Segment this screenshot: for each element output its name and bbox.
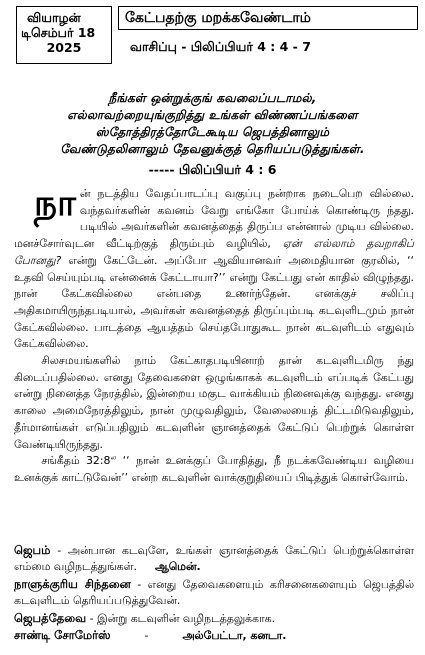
prayer bbox=[14, 542, 414, 576]
paragraph-3-sup: ல bbox=[110, 453, 117, 462]
need-text: - இன்று கடவுளின் வழிநடத்தலுக்காக. bbox=[86, 611, 276, 625]
date-box bbox=[16, 6, 112, 64]
date-year: 2025 bbox=[46, 40, 82, 55]
amen: ஆமென். bbox=[154, 560, 201, 574]
thought-label: நாளுக்குரிய சிந்தனை bbox=[14, 576, 131, 591]
verse-reference: ----- பிலிப்பியர் 4 : 6 bbox=[148, 162, 277, 177]
key-verse-line: எல்லாவற்றையுங்குறித்து உங்கள் விண்ணப்பங்களை bbox=[67, 108, 358, 122]
paragraph-1 bbox=[14, 183, 414, 353]
date-month-day: டிசெம்பர் 18 bbox=[21, 25, 96, 40]
key-verse bbox=[10, 90, 415, 158]
paragraph-2 bbox=[14, 353, 414, 453]
thought-text: - எனது தேவைகளையும் கரிசனைகளையும் ஜெபத்தில் கடவுளிடம் தெரியப்படுத்துவேன். bbox=[14, 577, 414, 608]
paragraph-3-text: ‘‘ நான் உனக்குப் போதித்து, நீ நடக்கவேண்டிய வழியை உனக்குக் காட்டுவேன்’’ என்ற கடவுளின் வாக்குறுதியைப் பிடித்துக் கொள்வோம். bbox=[14, 454, 415, 484]
scripture-reading: வாசிப்பு - பிலிப்பியர் 4 : 4 - 7 bbox=[130, 39, 311, 54]
page-title: கேட்பதற்கு மறக்கவேண்டாம் bbox=[118, 6, 418, 30]
paragraph-2-text: சிலசமயங்களில் நாம் கேட்காதபடியினாற் தான் கடவுளிடமிரு ந்து கிடைப்பதில்லை. எனது தேவைகளை ஒழுங்காகக் கடவுளிடம் எப்படிக் கேட்பது என்று நினைத்த நேரத்தில், இன்றைய மகுட வாக்கியம் நினைவுக்கு வந்தது. எனது காலை அமைநேரத்திலும், நான் முழுவதிலும், வேலையைத் திட்டமிடுவதிலும், தீர்மானங்கள் எடுப்பதிலும் கடவுளின் ஞானத்தைக் கேட்டுப் பெற்றுக் கொள்ள வேண்டியிருந்தது. bbox=[14, 354, 414, 451]
daily-thought bbox=[14, 576, 414, 610]
author: சாண்டி சோமேர்ஸ் - அல்பேட்டா, கனடா. bbox=[14, 628, 287, 643]
prayer-need bbox=[14, 610, 414, 627]
paragraph-1-text-b: என்று கேட்டேன். அப்போ ஆவியானவர் அமைதியான குரலில், ‘‘ உதவி செய்யும்படி என்னைக் கேட்டாயா?’’ என்று கேட்பது என் காதில் விழுந்தது. நான் கேட்கவில்லை என்பதை உணர்ந்தேன். எனக்குச் சலிப்பு அதிகமாயிருந்தபடியால், அவர்கள் கவனத்தைத் திருப்பும்படி கடவுளிடமும் நான் கேட்கவில்லை. பாடத்தை ஆயத்தம் செய்தபோதுகூட நான் கடவுளிடம் எதுவும் கேட்கவில்லை. bbox=[14, 253, 414, 351]
devotional-body bbox=[14, 183, 415, 487]
date-day: வியாழன் bbox=[27, 10, 81, 25]
author-place: அல்பேட்டா, கனடா. bbox=[182, 629, 287, 643]
key-verse-line: நீங்கள் ஒன்றுக்குங் கவலைப்படாமல், bbox=[108, 91, 317, 105]
drop-cap: நா bbox=[34, 183, 76, 224]
paragraph-3-ref: சங்கீதம் 32:8 bbox=[41, 454, 111, 468]
closing-section bbox=[14, 542, 414, 644]
paragraph-3 bbox=[14, 453, 414, 486]
paragraph-1-text-a: ன் நடத்திய வேதப்பாடப்பு வகுப்பு நன்றாக நடைபெற வில்லை. வந்தவர்களின் கவனம் வேறு எங்கோ போய்க் கொண்டிரு ந்தது. படியில் அவர்களின் கவனத்தைத் திருப்ப என்னால் முடிய வில்லை. மனச்சோர்வுடன வீட்டிற்குத் திரும்பும் வழியில், bbox=[14, 187, 414, 251]
paragraph-1-question: ஏன் எல்லாம் தவறாகிப் போனது? bbox=[14, 237, 414, 267]
need-label: ஜெபத்தேவை bbox=[14, 610, 87, 625]
author-name: சாண்டி சோமேர்ஸ் bbox=[14, 628, 111, 643]
key-verse-line: ஸ்தோத்திரத்தோடேகூடிய ஜெபத்தினாலும் bbox=[95, 125, 330, 139]
prayer-label: ஜெபம் bbox=[14, 543, 51, 557]
prayer-text: - அன்பான கடவுளே, உங்கள் ஞானத்தைக் கேட்டுப் பெற்றுக்கொள்ள எம்மை வழிநடத்துங்கள். bbox=[14, 544, 414, 574]
key-verse-line: வேண்டுதலினாலும் தேவனுக்குத் தெரியப்படுத்துங்கள். bbox=[60, 142, 365, 156]
